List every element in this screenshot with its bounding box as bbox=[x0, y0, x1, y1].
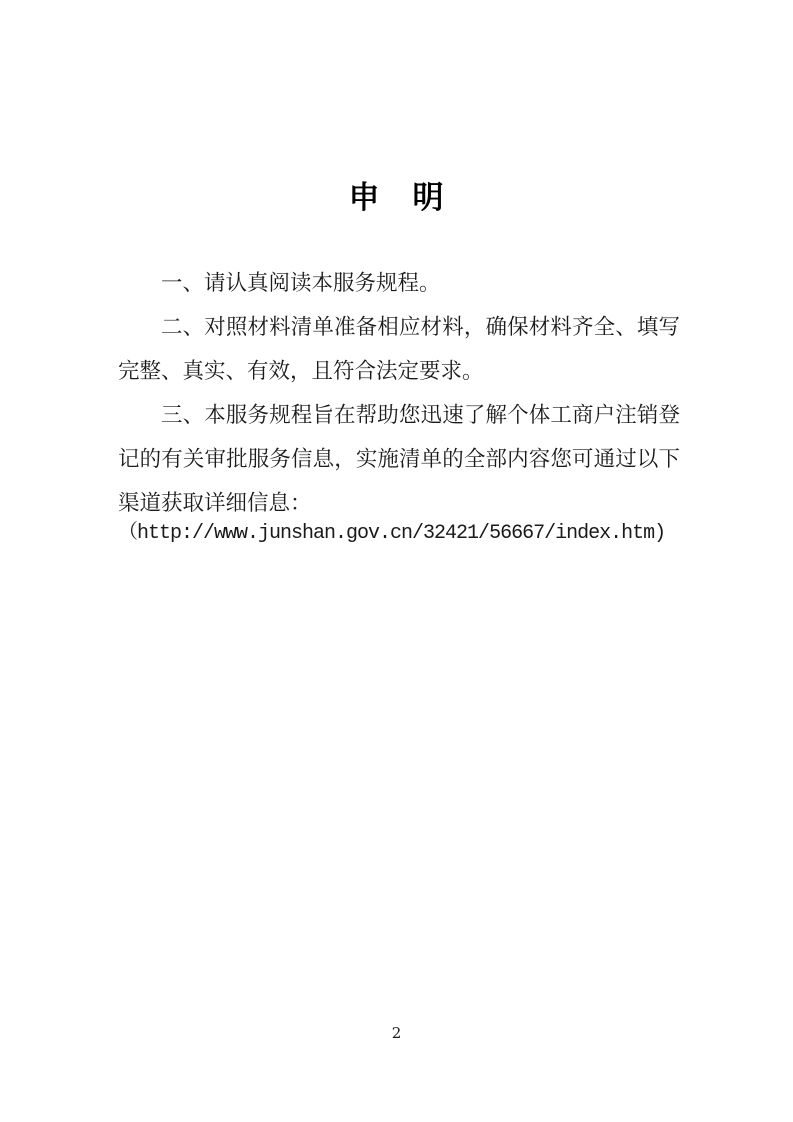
page-number: 2 bbox=[391, 1024, 402, 1042]
page-title: 申 明 bbox=[348, 180, 445, 216]
paragraph-2: 二、对照材料清单准备相应材料，确保材料齐全、填写完整、真实、有效，且符合法定要求。 bbox=[118, 315, 680, 384]
url-text: （http://www.junshan.gov.cn/32421/56667/index.htm) bbox=[118, 522, 666, 545]
paragraph-3: 三、本服务规程旨在帮助您迅速了解个体工商户注销登记的有关审批服务信息，实施清单的全部内容您可通过以下渠道获取详细信息： bbox=[118, 403, 680, 516]
document-body bbox=[118, 262, 680, 556]
paragraph-1: 一、请认真阅读本服务规程。 bbox=[161, 271, 441, 296]
